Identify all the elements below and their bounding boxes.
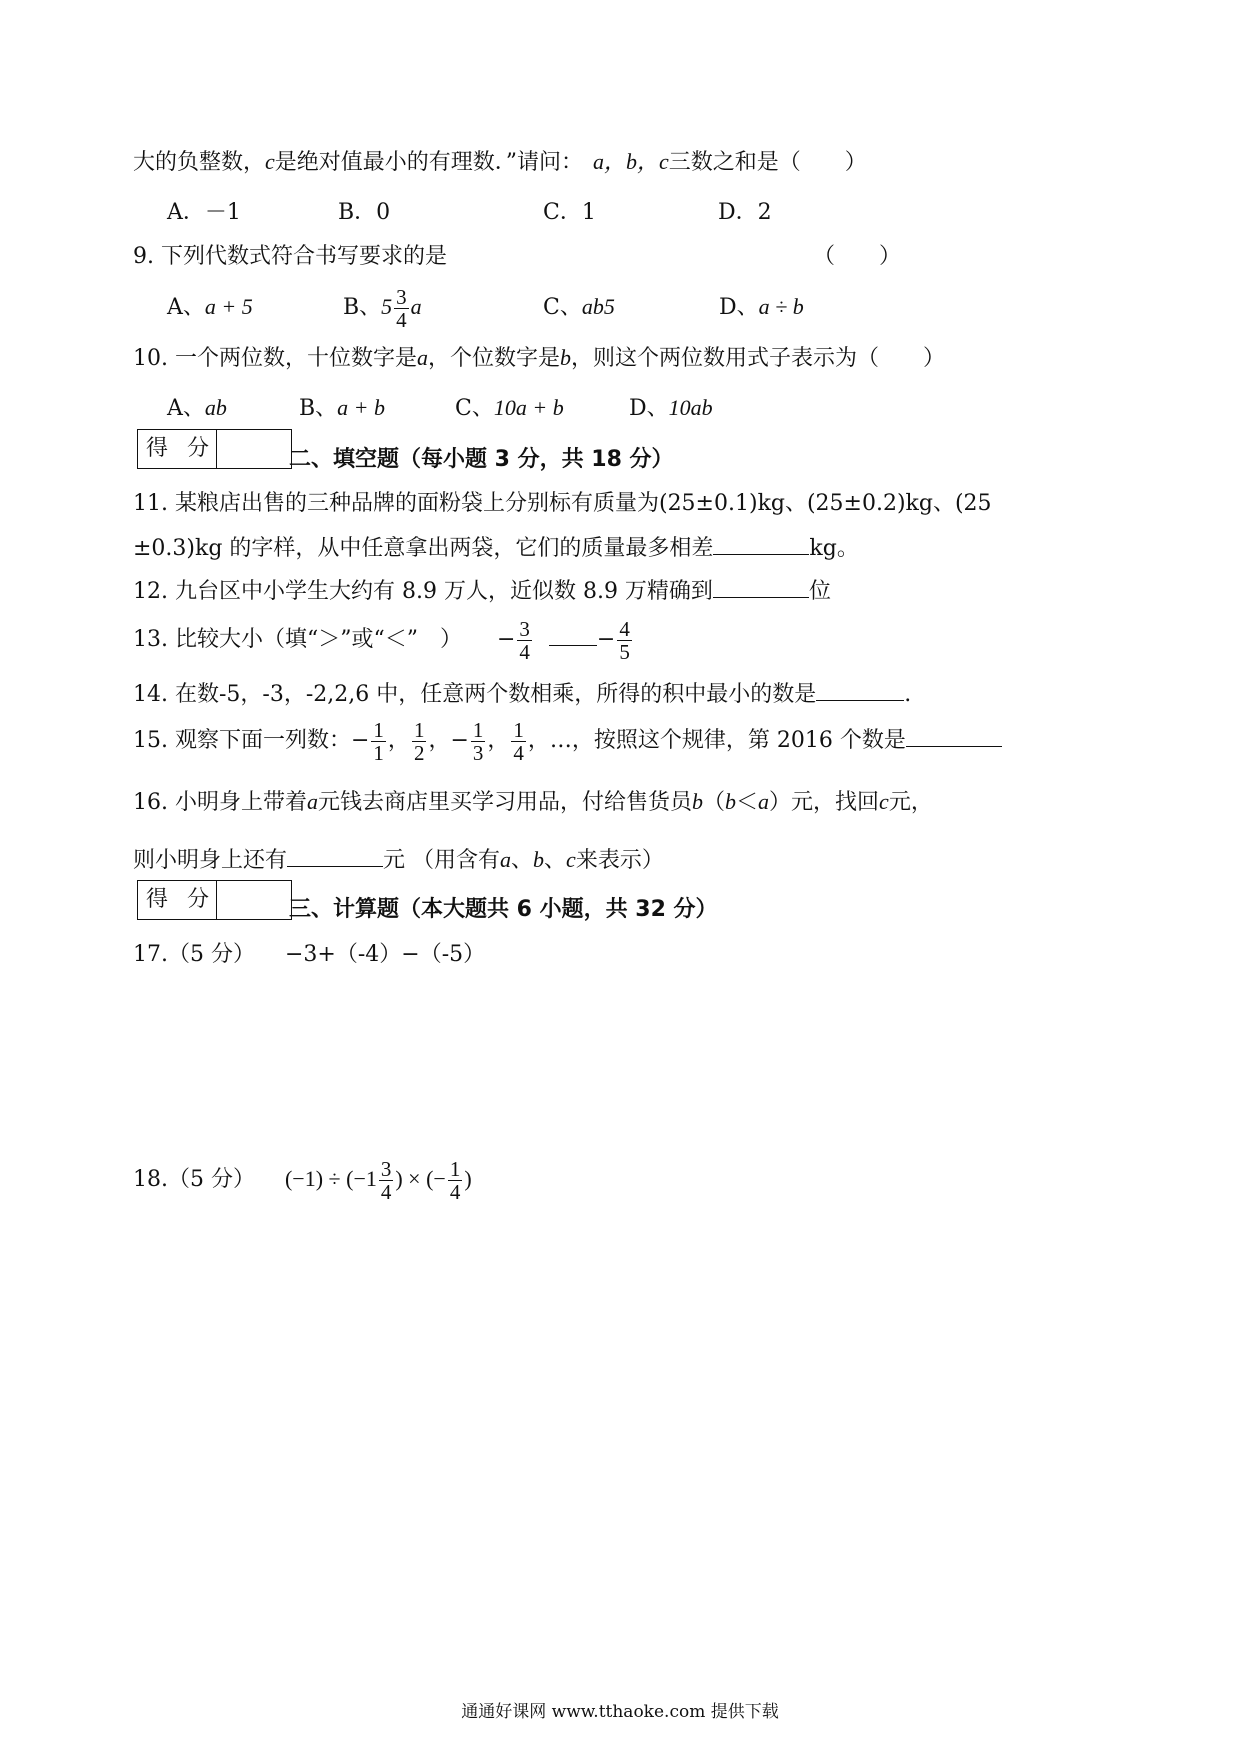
q18-f2-denominator: 4 xyxy=(449,1179,461,1204)
q9-option-c xyxy=(543,293,615,322)
q18-label: 18.（5 分） xyxy=(133,1167,255,1192)
q9-b-denominator: 4 xyxy=(396,307,407,332)
q18-f2-numerator: 1 xyxy=(449,1156,461,1181)
q18-fraction-1 xyxy=(379,1158,394,1203)
q10-c-label: C、 xyxy=(455,396,494,421)
q16-l2-sep-1: 、 xyxy=(511,848,534,873)
score-box-label: 得 分 xyxy=(138,430,217,468)
q9-b-label: B、 xyxy=(343,295,382,320)
q12-text: 12. 九台区中小学生大约有 8.9 万人，近似数 8.9 万精确到 xyxy=(133,579,713,604)
q15-f1-denominator: 1 xyxy=(373,740,384,765)
q9-c-expr: ab5 xyxy=(581,294,615,319)
q13-f2-denominator: 5 xyxy=(619,639,630,664)
q9-b-whole: 5 xyxy=(381,294,393,319)
page-footer: 通通好课网 www.tthaoke.com 提供下载 xyxy=(461,1702,779,1722)
q13-fraction-1 xyxy=(517,618,532,663)
q9-option-b xyxy=(343,280,422,335)
q16-l2-var-a: a xyxy=(500,847,512,872)
q9-answer-paren: （ ） xyxy=(813,244,902,269)
q15-line: 15. 观察下面一列数：− $\frac{1}{1}$ ， $\frac{1}{2}$ ，− $\frac{1}{3}$ ， $\frac{1}{4}$ ，…，按照这个规律，第 2016 个数是 xyxy=(133,713,1002,769)
q10-a-expr: ab xyxy=(204,395,227,420)
q15-fraction-1 xyxy=(371,719,386,764)
q15-f4-numerator: 1 xyxy=(513,717,524,742)
q15-f2-denominator: 2 xyxy=(413,740,425,765)
q9-a-expr: a + 5 xyxy=(204,294,253,319)
q16-text-2: 元钱去商店里买学习用品，付给售货员 xyxy=(317,790,692,815)
q10-d-label: D、 xyxy=(629,396,669,421)
q15-f3-denominator: 3 xyxy=(472,740,484,765)
q16-text-8: 来表示） xyxy=(575,848,664,873)
q10-var-b: b xyxy=(560,345,571,370)
q15-text: 15. 观察下面一列数： xyxy=(133,728,351,753)
q10-text-2: ，个位数字是 xyxy=(427,346,560,371)
q8-vars: a，b，c xyxy=(593,149,669,174)
q10-option-c xyxy=(455,394,564,423)
q11-line2 xyxy=(133,534,859,563)
q11-unit: kg。 xyxy=(809,536,859,561)
q14-tail: . xyxy=(904,682,912,707)
q10-text-3: ，则这个两位数用式子表示为（ ） xyxy=(571,346,946,371)
q15-sign-3: − xyxy=(450,728,469,753)
q15-sign-1: − xyxy=(350,728,370,753)
q9-b-fraction xyxy=(394,286,409,331)
q11-text: ±0.3)kg 的字样，从中任意拿出两袋，它们的质量最多相差 xyxy=(133,536,714,561)
q13-text: 13. 比较大小（填“＞”或“＜” ） xyxy=(133,627,462,652)
q11-answer-blank xyxy=(713,534,809,555)
q8-var-c: c xyxy=(265,149,275,174)
q10-option-d xyxy=(629,394,713,423)
q8-text-c: 三数之和是（ ） xyxy=(668,150,867,175)
q13-f1-denominator: 4 xyxy=(519,639,530,664)
q13-f2-numerator: 4 xyxy=(619,616,630,641)
q13-f1-numerator: 3 xyxy=(519,616,530,641)
q15-fraction-3 xyxy=(471,719,486,764)
q9-option-a xyxy=(167,293,253,322)
q14-answer-blank xyxy=(816,680,904,701)
q16-text-3: （ xyxy=(703,790,726,815)
q11-line1: 11. 某粮店出售的三种品牌的面粉袋上分别标有质量为(25±0.1)kg、(25±0.2)kg、(25 xyxy=(133,491,992,516)
q8-option-c: C．1 xyxy=(543,200,596,225)
q9-c-label: C、 xyxy=(543,295,582,320)
q12-tail: 位 xyxy=(808,579,831,604)
q8-option-d: D．2 xyxy=(718,200,772,225)
q10-b-label: B、 xyxy=(299,396,338,421)
q10-option-b xyxy=(299,394,385,423)
q9-a-label: A、 xyxy=(167,295,205,320)
q10-d-expr: 10ab xyxy=(668,395,713,420)
q8-text-b: 是绝对值最小的有理数．”请问： xyxy=(274,150,584,175)
q16-var-b: b xyxy=(692,789,703,814)
q10-stem xyxy=(133,344,945,373)
q17-line xyxy=(133,941,485,969)
q9-d-label: D、 xyxy=(719,295,759,320)
q18-f1-denominator: 4 xyxy=(380,1179,392,1204)
q10-a-label: A、 xyxy=(167,396,205,421)
q16-var-c: c xyxy=(879,789,889,814)
q9-b-numerator: 3 xyxy=(396,284,407,309)
q16-cond-b: b xyxy=(725,789,737,814)
q16-l2-var-c: c xyxy=(566,847,576,872)
q16-text-7: 元 （用含有 xyxy=(383,848,501,873)
q16-cond-lt: ＜ xyxy=(736,790,759,815)
q16-var-a: a xyxy=(306,789,318,814)
q16-answer-blank xyxy=(287,846,383,867)
q16-text-5: 元， xyxy=(888,790,933,815)
q13-fraction-2 xyxy=(617,618,632,663)
q18-expr-3: ) xyxy=(464,1166,472,1191)
q10-b-expr: a + b xyxy=(337,395,386,420)
q16-text-4: ）元，找回 xyxy=(769,790,880,815)
q18-line xyxy=(133,1150,472,1209)
q10-var-a: a xyxy=(416,345,428,370)
q16-cond-a: a xyxy=(758,789,770,814)
q16-l2-sep-2: 、 xyxy=(544,848,567,873)
section3-title: 三、计算题（本大题共 6 小题，共 32 分） xyxy=(289,897,718,922)
score-box-label: 得 分 xyxy=(138,881,217,919)
q9-d-expr: a ÷ b xyxy=(758,294,804,319)
q8-option-b: B．0 xyxy=(338,200,391,225)
q15-f4-denominator: 4 xyxy=(513,740,524,765)
q16-line2 xyxy=(133,846,664,875)
q18-fraction-2 xyxy=(448,1158,463,1203)
q8-option-a: A．－1 xyxy=(167,200,241,225)
q13-line: 13. 比较大小（填“＞”或“＜” ） − $\frac{3}{4}$ − $\frac{4}{5}$ xyxy=(133,616,630,664)
q9-b-var: a xyxy=(410,294,422,319)
q13-answer-blank xyxy=(549,625,597,646)
q8-line xyxy=(133,148,867,177)
q18-expr-2: ) × (− xyxy=(395,1166,446,1191)
q15-tail: ，…，按照这个规律，第 2016 个数是 xyxy=(527,728,906,753)
q17-label: 17.（5 分） xyxy=(133,942,255,967)
q16-line1 xyxy=(133,788,933,817)
q15-answer-blank xyxy=(906,726,1002,747)
q15-f2-numerator: 1 xyxy=(413,717,425,742)
q10-text-1: 10. 一个两位数，十位数字是 xyxy=(133,346,417,371)
q16-l2-var-b: b xyxy=(533,847,545,872)
q9-option-d xyxy=(719,293,804,322)
q15-fraction-4 xyxy=(511,719,526,764)
q14-line xyxy=(133,680,911,709)
score-box-value xyxy=(217,430,291,468)
q12-answer-blank xyxy=(713,577,809,598)
q15-f1-numerator: 1 xyxy=(373,717,384,742)
q10-c-expr: 10a + b xyxy=(493,395,564,420)
q14-text: 14. 在数-5，-3，-2,2,6 中，任意两个数相乘，所得的积中最小的数是 xyxy=(133,682,817,707)
score-box-value xyxy=(217,881,291,919)
q15-f3-numerator: 1 xyxy=(472,717,484,742)
q18-f1-numerator: 3 xyxy=(380,1156,392,1181)
q10-option-a xyxy=(167,394,227,423)
score-box-section3 xyxy=(137,880,292,920)
q12-line xyxy=(133,577,831,606)
section2-title: 二、填空题（每小题 3 分，共 18 分） xyxy=(289,447,674,472)
q8-text-a: 大的负整数， xyxy=(133,150,266,175)
q16-text-1: 16. 小明身上带着 xyxy=(133,790,307,815)
q9-stem: 9. 下列代数式符合书写要求的是 xyxy=(133,244,447,269)
q17-expression: −3+（-4）−（-5） xyxy=(284,942,486,967)
q18-expr-1: (−1) ÷ (−1 xyxy=(284,1166,377,1191)
q16-text-6: 则小明身上还有 xyxy=(133,848,288,873)
score-box-section2 xyxy=(137,429,292,469)
q15-fraction-2 xyxy=(412,719,427,764)
